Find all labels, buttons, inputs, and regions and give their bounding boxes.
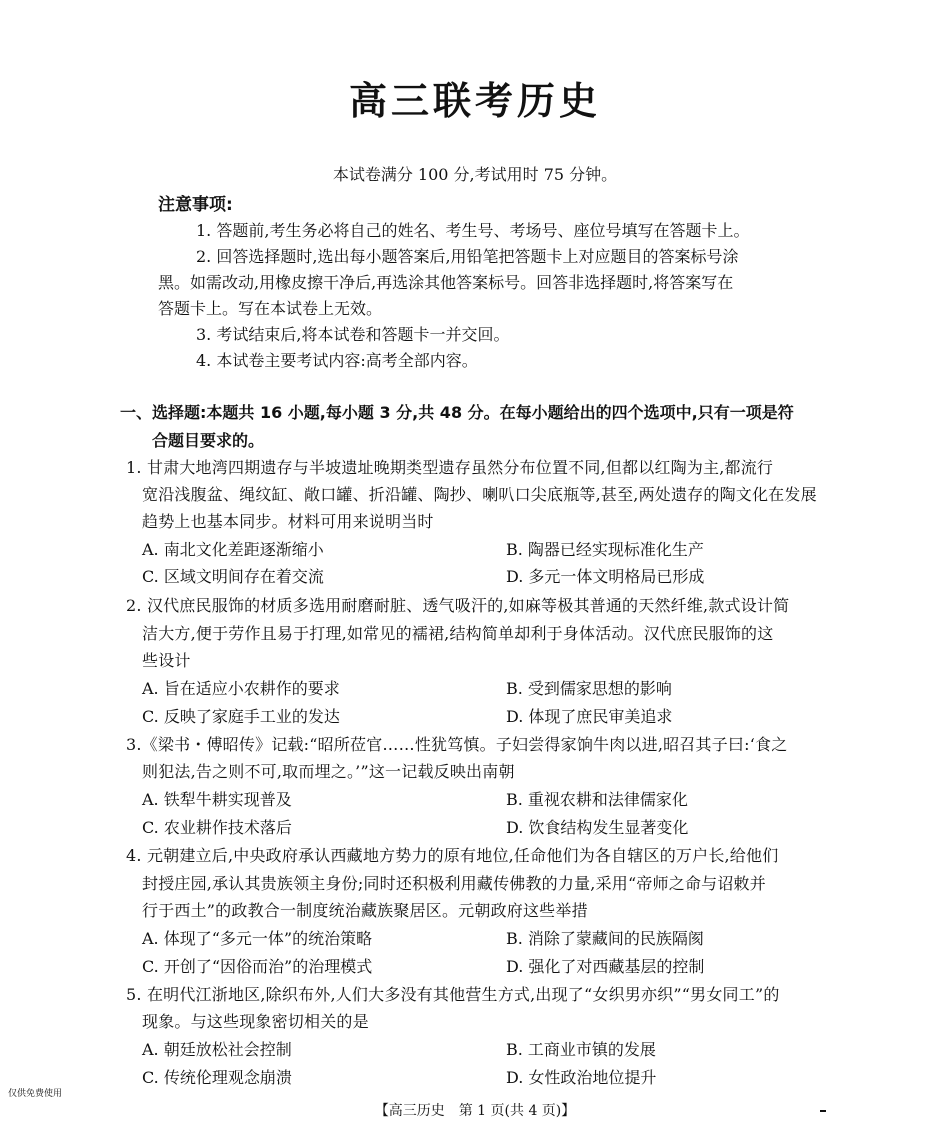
question-5-text: 现象。与这些现象密切相关的是 [142,1012,369,1031]
question-5-option-c: C. 传统伦理观念崩溃 [142,1068,292,1087]
page-title: 高三联考历史 [348,79,601,123]
question-2-option-a: A. 旨在适应小农耕作的要求 [142,679,340,698]
question-4-option-d: D. 强化了对西藏基层的控制 [506,957,705,976]
question-3-text: 则犯法,告之则不可,取而埋之。’”这一记载反映出南朝 [142,762,515,781]
question-1-text: 趋势上也基本同步。材料可用来说明当时 [142,512,434,531]
question-4-option-b: B. 消除了蒙藏间的民族隔阂 [506,929,704,948]
question-2-option-d: D. 体现了庶民审美追求 [506,707,673,726]
question-2-text: 些设计 [142,651,191,670]
notice-line: 答题卡上。写在本试卷上无效。 [158,299,383,318]
question-3-text: 3.《梁书・傅昭传》记载:“昭所莅官……性犹笃慎。子妇尝得家饷牛肉以进,昭召其子曰:‘食之 [126,735,788,754]
question-1-option-b: B. 陶器已经实现标准化生产 [506,540,704,559]
question-3-option-c: C. 农业耕作技术落后 [142,818,292,837]
question-2-option-b: B. 受到儒家思想的影响 [506,679,672,698]
question-2-option-c: C. 反映了家庭手工业的发达 [142,707,340,726]
question-5-option-b: B. 工商业市镇的发展 [506,1040,656,1059]
notice-heading: 注意事项: [158,195,233,215]
section-heading-cont: 合题目要求的。 [152,431,265,450]
question-4-option-c: C. 开创了“因俗而治”的治理模式 [142,957,373,976]
notice-line: 4. 本试卷主要考试内容:高考全部内容。 [196,351,478,370]
corner-mark [820,1110,826,1112]
question-5-option-a: A. 朝廷放松社会控制 [142,1040,292,1059]
notice-line: 1. 答题前,考生务必将自己的姓名、考生号、考场号、座位号填写在答题卡上。 [196,221,750,240]
question-1-option-d: D. 多元一体文明格局已形成 [506,567,705,586]
question-3-option-b: B. 重视农耕和法律儒家化 [506,790,688,809]
notice-line: 2. 回答选择题时,选出每小题答案后,用铅笔把答题卡上对应题目的答案标号涂 [196,247,739,266]
notice-line: 黑。如需改动,用橡皮擦干净后,再选涂其他答案标号。回答非选择题时,将答案写在 [158,273,734,292]
section-heading: 一、选择题:本题共 16 小题,每小题 3 分,共 48 分。在每小题给出的四个选项中,只有一项是符 [120,403,794,422]
side-note: 仅供免费使用 [8,1089,63,1099]
exam-subtitle: 本试卷满分 100 分,考试用时 75 分钟。 [332,165,618,184]
notice-line: 3. 考试结束后,将本试卷和答题卡一并交回。 [196,325,510,344]
question-4-option-a: A. 体现了“多元一体”的统治策略 [142,929,373,948]
question-5-option-d: D. 女性政治地位提升 [506,1068,657,1087]
question-3-option-d: D. 饮食结构发生显著变化 [506,818,689,837]
page-footer: 【高三历史 第 1 页(共 4 页)】 [374,1103,576,1119]
question-1-option-c: C. 区域文明间存在着交流 [142,567,324,586]
question-4-text: 封授庄园,承认其贵族领主身份;同时还积极利用藏传佛教的力量,采用“帝师之命与诏敕并 [142,874,766,893]
question-5-text: 5. 在明代江浙地区,除织布外,人们大多没有其他营生方式,出现了“女织男亦织”“男女同工”的 [126,985,780,1004]
question-2-text: 2. 汉代庶民服饰的材质多选用耐磨耐脏、透气吸汗的,如麻等极其普通的天然纤维,款式设计简 [126,596,790,615]
question-1-text: 宽沿浅腹盆、绳纹缸、敞口罐、折沿罐、陶抄、喇叭口尖底瓶等,甚至,两处遗存的陶文化在发展 [142,485,817,504]
question-4-text: 行于西土”的政教合一制度统治藏族聚居区。元朝政府这些举措 [142,901,588,920]
question-1-option-a: A. 南北文化差距逐渐缩小 [142,540,324,559]
question-1-text: 1. 甘肃大地湾四期遗存与半坡遗址晚期类型遗存虽然分布位置不同,但都以红陶为主,都流行 [126,458,774,477]
question-3-option-a: A. 铁犁牛耕实现普及 [142,790,292,809]
question-4-text: 4. 元朝建立后,中央政府承认西藏地方势力的原有地位,任命他们为各自辖区的万户长,给他们 [126,846,779,865]
question-2-text: 洁大方,便于劳作且易于打理,如常见的襦裙,结构简单却利于身体活动。汉代庶民服饰的这 [142,624,774,643]
